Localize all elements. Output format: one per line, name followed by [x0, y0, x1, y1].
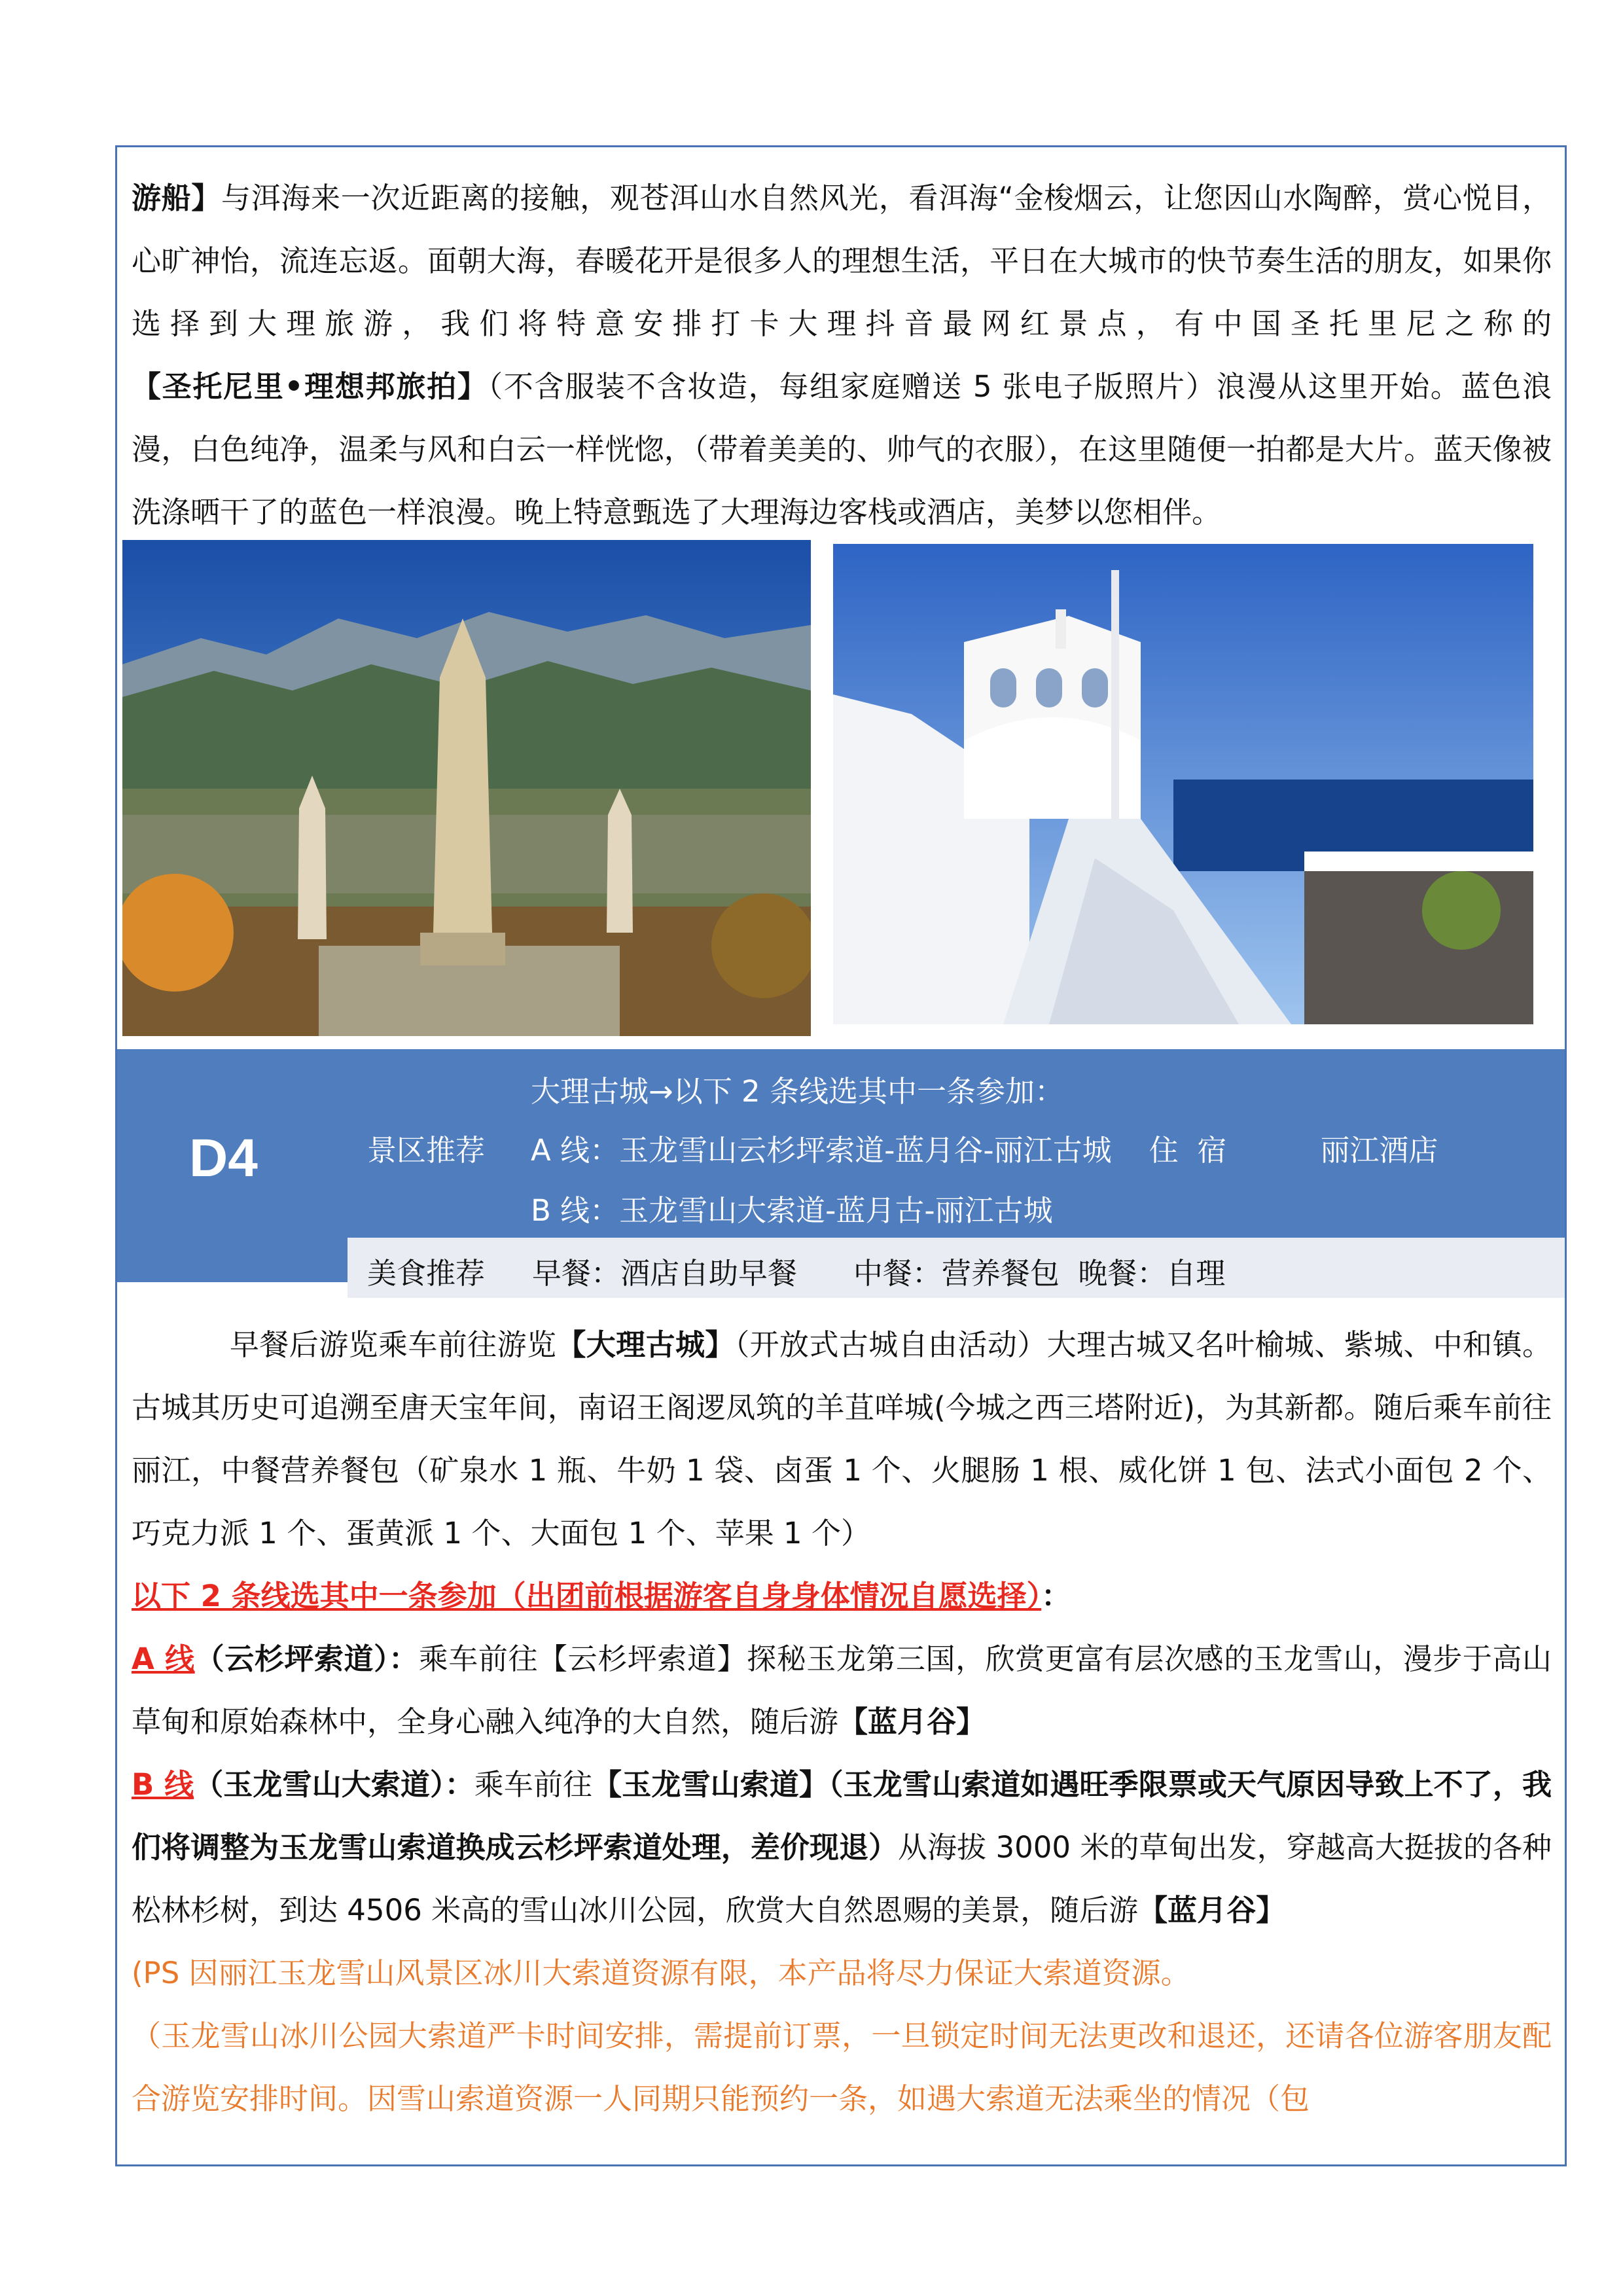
intro-bold-start: 游船】	[132, 181, 222, 215]
choose-colon: ：	[1041, 1579, 1071, 1613]
ps-note-1: (PS 因丽江玉龙雪山风景区冰川大索道资源有限，本产品将尽力保证大索道资源。	[132, 1956, 1190, 1990]
route-b-label: B 线	[132, 1767, 194, 1802]
route-a-paragraph	[132, 1628, 1552, 1753]
intro-text-2: （不含服装不含妆造，每组家庭赠送 5 张电子版照片）浪漫从这里开始。蓝色浪漫，白色纯净，温柔与风和白云一样恍惚，（带着美美的、帅气的衣服），在这里随便一拍都是大片。蓝天像被洗涤晒干了的蓝色一样浪漫。晚上特意甄选了大理海边客栈或酒店，美梦以您相伴。	[132, 369, 1552, 529]
route-a-bold: （云杉坪索道）：	[194, 1641, 419, 1676]
p1-text-a: 早餐后游览乘车前往游览	[230, 1327, 557, 1362]
meals-text: 早餐：酒店自助早餐 中餐：营养餐包 晚餐：自理	[532, 1256, 1226, 1291]
route-b-paragraph	[132, 1753, 1552, 1942]
choose-red-text: 以下 2 条线选其中一条参加（出团前根据游客自身身体情况自愿选择）	[132, 1579, 1042, 1613]
p1-bold-dali: 【大理古城】	[556, 1327, 735, 1362]
paragraph-dali-old-town	[132, 1314, 1552, 1565]
intro-bold-santorini: 【圣托尼里•理想邦旅拍】	[132, 369, 488, 404]
route-b-end: 【蓝月谷】	[1138, 1893, 1286, 1928]
route-b-text-1: 乘车前往	[474, 1767, 593, 1802]
route-a-line: A 线：玉龙雪山云杉坪索道-蓝月谷-丽江古城 住 宿 丽江酒店	[531, 1133, 1438, 1168]
route-b-bold-2: 【玉龙雪山索道】（玉龙雪山索道如遇旺季限票或天气原因导致上不了，我们将调整为玉龙雪山索道换成云杉坪索道处理，差价现退）	[132, 1767, 1552, 1865]
itinerary-frame	[115, 145, 1567, 2166]
scenic-recommend-label: 景区推荐	[367, 1133, 486, 1168]
route-b-bold: （玉龙雪山大索道）：	[194, 1767, 474, 1802]
route-b-line: B 线：玉龙雪山大索道-蓝月古-丽江古城	[531, 1193, 1053, 1228]
route-b-text-2: 从海拔 3000 米的草甸出发，穿越高大挺拔的各种松林杉树，到达 4506 米高的雪山冰川公园，欣赏大自然恩赐的美景，随后游	[132, 1830, 1552, 1928]
intro-paragraph	[132, 167, 1552, 544]
route-a-end: 【蓝月谷】	[838, 1704, 986, 1739]
p1-text-b: （开放式古城自由活动）大理古城又名叶榆城、紫城、中和镇。古城其历史可追溯至唐天宝年间，南诏王阁逻凤筑的羊苴咩城(今城之西三塔附近)，为其新都。随后乘车前往丽江，中餐营养餐包（矿泉水 1 瓶、牛奶 1 袋、卤蛋 1 个、火腿肠 1 根、威化饼 1 包、法式小面包 2 个、巧克力派 1 个、蛋黄派 1 个、大面包 1 个、苹果 1 个）	[132, 1327, 1552, 1551]
route-a-label: A 线	[132, 1641, 195, 1676]
food-recommend-label: 美食推荐	[367, 1256, 486, 1291]
three-pagodas-photo	[122, 540, 811, 1036]
food-recommend-row	[348, 1238, 1565, 1298]
intro-text-1: 与洱海来一次近距离的接触，观苍洱山水自然风光，看洱海“金梭烟云，让您因山水陶醉，赏心悦目，心旷神怡，流连忘返。面朝大海，春暖花开是很多人的理想生活，平日在大城市的快节奏生活的朋友，如果你选择到大理旅游，我们将特意安排打卡大理抖音最网红景点，有中国圣托里尼之称的	[132, 181, 1552, 341]
santorini-photo	[833, 544, 1533, 1024]
photo-row	[117, 540, 1565, 1050]
ps-note-2: （玉龙雪山冰川公园大索道严卡时间安排，需提前订票，一旦锁定时间无法更改和退还，还请各位游客朋友配合游览安排时间。因雪山索道资源一人同期只能预约一条，如遇大索道无法乘坐的情况（包	[132, 2018, 1552, 2116]
day-number: D4	[189, 1128, 258, 1188]
route-a-text: 乘车前往【云杉坪索道】探秘玉龙第三国，欣赏更富有层次感的玉龙雪山，漫步于高山草甸和原始森林中，全身心融入纯净的大自然，随后游	[132, 1641, 1552, 1739]
choose-line	[132, 1565, 1552, 1628]
day-4-panel	[117, 1049, 1565, 1291]
route-title: 大理古城→以下 2 条线选其中一条参加：	[531, 1074, 1064, 1109]
day-4-description	[132, 1314, 1552, 2130]
